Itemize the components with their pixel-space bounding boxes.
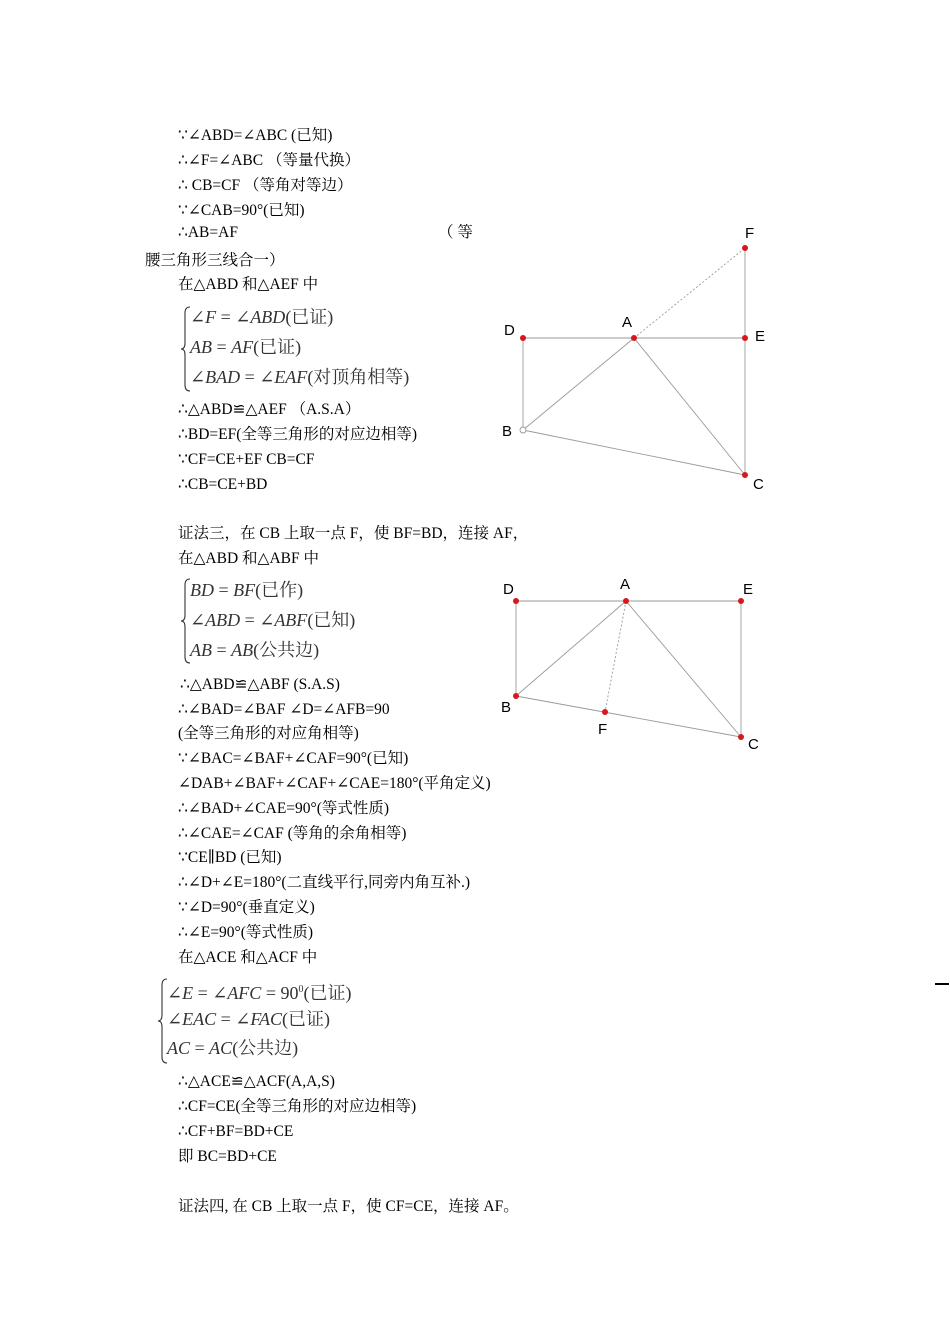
label-e: E: [755, 328, 766, 345]
segment-af-dashed: [634, 248, 745, 338]
proof-line: ∴∠D+∠E=180°(二直线平行,同旁内角互补.): [178, 874, 471, 891]
margin-dash: [935, 983, 949, 985]
equation-row: AC = AC(公共边): [167, 1038, 299, 1058]
equation-row: ∠F = ∠ABD(已证): [190, 307, 334, 327]
point-e: [742, 335, 748, 341]
proof-line: ∴ CB=CF （等角对等边）: [178, 177, 353, 194]
proof-line: ∴∠BAD+∠CAE=90°(等式性质): [178, 800, 390, 817]
label-c: C: [753, 476, 764, 493]
equation-row: ∠EAC = ∠FAC(已证): [167, 1009, 330, 1029]
proof-line: 证法四, 在 CB 上取一点 F，使 CF=CE，连接 AF。: [178, 1198, 519, 1215]
equation-system-3: [157, 977, 417, 1065]
point-a: [631, 335, 637, 341]
proof-line: ∵∠BAC=∠BAF+∠CAF=90°(已知): [178, 750, 409, 767]
label-f: F: [598, 721, 608, 738]
geometry-figure-1: [490, 215, 780, 500]
equation-system-1: [180, 305, 440, 393]
proof-line: 证法三，在 CB 上取一点 F，使 BF=BD，连接 AF，: [178, 525, 529, 542]
point-b: [513, 693, 519, 699]
proof-line: ∴△ABD≌△ABF (S.A.S): [180, 676, 340, 693]
segment-bc: [523, 430, 745, 475]
equation-row: ∠E = ∠AFC = $90^0$(已证): [167, 983, 352, 1003]
proof-line: ∴AB=AF: [178, 224, 238, 241]
equation-row: ∠ABD = ∠ABF(已知): [190, 610, 356, 630]
proof-line: 在△ACE 和△ACF 中: [178, 949, 318, 966]
geometry-figure-2: [490, 570, 780, 760]
label-c: C: [748, 736, 759, 753]
proof-line: ∵∠ABD=∠ABC (已知): [178, 127, 333, 144]
proof-line: ∴CF+BF=BD+CE: [178, 1123, 294, 1140]
label-b: B: [502, 423, 513, 440]
equation-system-2: [180, 577, 440, 665]
point-a: [623, 598, 629, 604]
segment-ac: [626, 601, 741, 737]
proof-line: ∵CE∥BD (已知): [178, 849, 282, 866]
proof-line: ∴∠E=90°(等式性质): [178, 924, 314, 941]
point-d: [520, 335, 526, 341]
proof-line-wrap: （ 等: [438, 224, 473, 241]
point-e: [738, 598, 744, 604]
equation-row: ∠BAD = ∠EAF(对顶角相等): [190, 367, 410, 387]
proof-line: (全等三角形的对应角相等): [178, 725, 359, 742]
label-d: D: [504, 322, 515, 339]
proof-line: ∵∠CAB=90°(已知): [178, 202, 305, 219]
point-b: [520, 427, 526, 433]
segment-ba: [516, 601, 626, 696]
proof-line: ∴CB=CE+BD: [178, 476, 268, 493]
proof-line: 在△ABD 和△ABF 中: [178, 550, 319, 567]
point-f: [602, 709, 608, 715]
label-d: D: [503, 581, 514, 598]
proof-line: ∴∠F=∠ABC （等量代换）: [178, 152, 360, 169]
label-f: F: [745, 225, 755, 242]
proof-line: ∴∠BAD=∠BAF ∠D=∠AFB=90: [178, 701, 390, 718]
equation-row: BD = BF(已作): [190, 580, 304, 600]
point-f: [742, 245, 748, 251]
proof-line: ∠DAB+∠BAF+∠CAF+∠CAE=180°(平角定义): [178, 775, 491, 792]
proof-line: ∵∠D=90°(垂直定义): [178, 899, 315, 916]
label-b: B: [501, 699, 512, 716]
label-e: E: [743, 581, 754, 598]
point-c: [742, 472, 748, 478]
label-a: A: [620, 576, 631, 593]
proof-line: ∴CF=CE(全等三角形的对应边相等): [178, 1098, 417, 1115]
proof-line: ∵CF=CE+EF CB=CF: [178, 451, 315, 468]
proof-line: ∴BD=EF(全等三角形的对应边相等): [178, 426, 418, 443]
segment-ba: [523, 338, 634, 430]
proof-line: ∴△ACE≌△ACF(A,A,S): [178, 1073, 335, 1090]
proof-line: 在△ABD 和△AEF 中: [178, 276, 319, 293]
point-c: [738, 734, 744, 740]
equation-row: AB = AB(公共边): [190, 640, 320, 660]
proof-line: ∴△ABD≌△AEF （A.S.A）: [178, 401, 361, 418]
proof-line-wrap: 腰三角形三线合一）: [145, 252, 285, 269]
segment-ac: [634, 338, 745, 475]
proof-line: ∴∠CAE=∠CAF (等角的余角相等): [178, 825, 407, 842]
equation-row: AB = AF(已证): [190, 337, 302, 357]
segment-af-dashed: [605, 601, 626, 712]
segment-bc: [516, 696, 741, 737]
label-a: A: [622, 314, 633, 331]
point-d: [513, 598, 519, 604]
proof-line: 即 BC=BD+CE: [178, 1148, 277, 1165]
